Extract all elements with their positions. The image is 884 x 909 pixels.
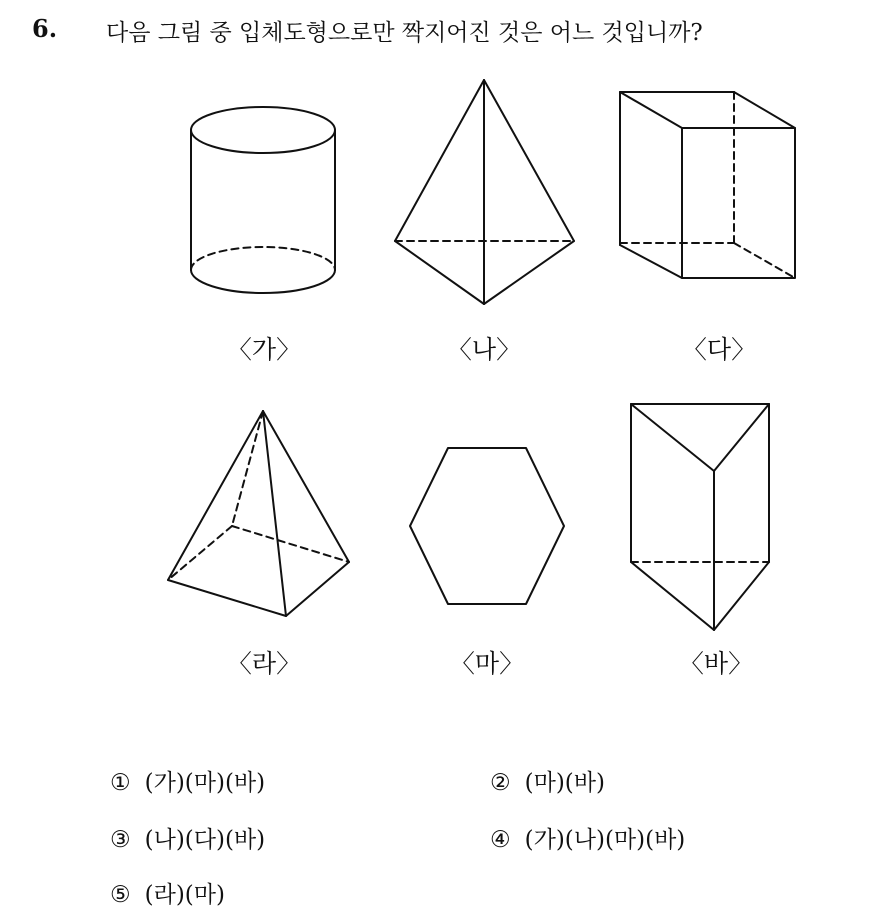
choice-mark: ② [490, 770, 511, 796]
cylinder-figure [191, 107, 335, 293]
cuboid-figure [620, 92, 795, 278]
hexagon-figure [410, 448, 564, 604]
answer-choice-1[interactable] [110, 764, 265, 797]
answer-choice-4[interactable] [490, 821, 685, 854]
figure-label-ba: 〈바〉 [678, 649, 754, 678]
figure-label-da: 〈다〉 [681, 335, 757, 364]
answer-choice-2[interactable] [490, 764, 605, 797]
choice-mark: ④ [490, 827, 511, 853]
choice-text: (가)(마)(바) [144, 770, 266, 796]
answer-choice-3[interactable] [110, 821, 265, 854]
figure-label-ga: 〈가〉 [226, 335, 302, 364]
choice-text: (나)(다)(바) [144, 827, 266, 853]
choice-mark: ⑤ [110, 882, 131, 908]
triangular-pyramid-figure [395, 80, 574, 304]
choice-text: (라)(마) [144, 882, 225, 908]
figure-label-ra: 〈라〉 [226, 649, 302, 678]
answer-choice-5[interactable] [110, 876, 225, 909]
square-pyramid-figure [168, 411, 349, 616]
triangular-prism-figure [631, 404, 769, 630]
figure-label-ma: 〈마〉 [449, 649, 525, 678]
figure-label-na: 〈나〉 [446, 335, 522, 364]
choice-mark: ① [110, 770, 131, 796]
choice-text: (가)(나)(마)(바) [524, 827, 686, 853]
question-text: 다음 그림 중 입체도형으로만 짝지어진 것은 어느 것입니까? [106, 20, 703, 46]
choice-text: (마)(바) [524, 770, 605, 796]
question-number: 6. [32, 14, 58, 43]
choice-mark: ③ [110, 827, 131, 853]
